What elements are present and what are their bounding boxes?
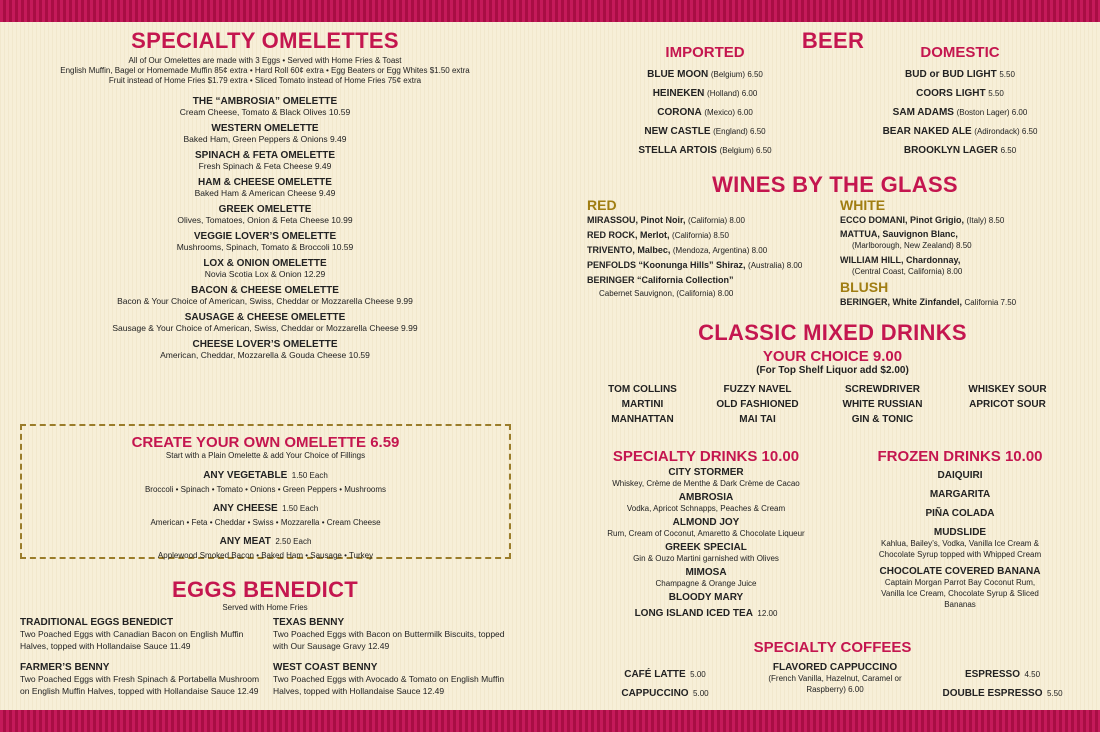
omelette-name: SAUSAGE & CHEESE OMELETTE	[184, 312, 346, 323]
mixed-drinks-choice: YOUR CHOICE 9.00	[762, 348, 903, 365]
beer-name: BROOKLYN LAGER	[903, 145, 998, 156]
beer-item	[605, 141, 805, 160]
beer-name: BUD or BUD LIGHT	[905, 69, 997, 80]
omelette-item	[20, 96, 510, 117]
coffee-info: 5.00	[690, 670, 706, 679]
beer-item	[855, 84, 1065, 103]
beer-item	[855, 141, 1065, 160]
wine-item	[840, 254, 1080, 266]
beer-item	[855, 122, 1065, 141]
filling-options: Broccoli • Spinach • Tomato • Onions • Green Peppers • Mushrooms	[144, 485, 387, 494]
bottom-border-stripe	[0, 710, 1100, 732]
omelette-desc: Fresh Spinach & Feta Cheese 9.49	[198, 161, 332, 171]
specialty-drink-name: ALMOND JOY	[672, 517, 740, 528]
frozen-drink-desc: Captain Morgan Parrot Bay Coconut Rum, Vanilla Ice Cream, Chocolate Syrup & Sliced Bananas	[881, 578, 1039, 609]
mixed-drink: SCREWDRIVER	[844, 384, 920, 395]
filling-options: American • Feta • Cheddar • Swiss • Mozzarella • Cream Cheese	[150, 518, 381, 527]
wine-item	[587, 243, 827, 258]
beer-name: COORS LIGHT	[916, 88, 986, 99]
omelette-item	[20, 177, 510, 198]
benedict-subtitle: Served with Home Fries	[222, 603, 308, 612]
create-omelette-title: CREATE YOUR OWN OMELETTE 6.59	[131, 434, 400, 451]
beer-info: 5.50	[999, 70, 1015, 79]
coffee-item	[935, 683, 1070, 702]
beer-info: (Adirondack) 6.50	[974, 127, 1038, 136]
benedict-name: FARMER’S BENNY	[20, 662, 110, 673]
coffees-title: SPECIALTY COFFEES	[753, 639, 912, 656]
beer-info: (Boston Lager) 6.00	[956, 108, 1028, 117]
omelette-name: VEGGIE LOVER’S OMELETTE	[193, 231, 337, 242]
wine-item	[587, 228, 827, 243]
filling-group-name: ANY VEGETABLE	[203, 470, 288, 481]
mixed-drink: TOM COLLINS	[608, 384, 677, 395]
omelettes-intro-line: Fruit instead of Home Fries $1.79 extra • Sliced Tomato instead of Home Fries 75¢ extra	[108, 76, 422, 85]
beer-name: STELLA ARTOIS	[638, 145, 717, 156]
specialty-drink-desc: Rum, Cream of Coconut, Amaretto & Chocolate Liqueur	[607, 529, 805, 538]
omelette-desc: Baked Ham, Green Peppers & Onions 9.49	[183, 134, 347, 144]
specialty-drink-item	[595, 492, 817, 514]
wine-info: California 7.50	[964, 298, 1017, 307]
coffee-item	[765, 662, 905, 695]
specialty-drink-item	[595, 542, 817, 564]
frozen-drink-name: MARGARITA	[929, 489, 991, 500]
mixed-drink: WHITE RUSSIAN	[842, 399, 923, 410]
omelette-desc: Olives, Tomatoes, Onion & Feta Cheese 10.99	[177, 215, 353, 225]
wine-name: ECCO DOMANI, Pinot Grigio,	[840, 215, 964, 225]
benedict-desc: Two Poached Eggs with Canadian Bacon on English Muffin Halves, topped with Hollandaise Sauce 11.49	[20, 629, 244, 651]
specialty-drink-name: GREEK SPECIAL	[665, 542, 747, 553]
filling-group-name: ANY CHEESE	[212, 503, 278, 514]
omelette-item	[20, 285, 510, 306]
frozen-drinks-section	[855, 448, 1065, 610]
specialty-drink-name: AMBROSIA	[678, 492, 734, 503]
wine-item	[840, 213, 1080, 228]
create-omelette-box	[20, 424, 511, 559]
beer-title: BEER	[801, 28, 865, 53]
mixed-drink: OLD FASHIONED	[716, 399, 799, 410]
specialty-drink-desc: Gin & Ouzo Martini garnished with Olives	[633, 554, 779, 563]
benedict-item	[273, 617, 513, 652]
filling-group-name: ANY MEAT	[219, 536, 271, 547]
coffee-item	[935, 664, 1070, 683]
filling-group-price: 1.50 Each	[291, 471, 328, 480]
specialty-drink-item	[595, 467, 817, 489]
coffee-name: FLAVORED CAPPUCCINO	[772, 662, 898, 673]
omelette-desc: Sausage & Your Choice of American, Swiss, Cheddar or Mozzarella Cheese 9.99	[112, 323, 418, 333]
omelette-name: SPINACH & FETA OMELETTE	[195, 150, 335, 161]
omelette-item	[20, 204, 510, 225]
wine-name: TRIVENTO, Malbec,	[587, 245, 671, 255]
wines-white-title: WHITE	[840, 197, 886, 213]
omelette-desc: Baked Ham & American Cheese 9.49	[194, 188, 336, 198]
beer-info: (Belgium) 6.50	[719, 146, 772, 155]
create-omelette-subtitle: Start with a Plain Omelette & add Your Choice of Fillings	[165, 451, 366, 460]
wine-info: (Italy) 8.50	[966, 216, 1005, 225]
specialty-drinks-section	[595, 448, 817, 619]
mixed-drink: APRICOT SOUR	[969, 399, 1046, 410]
wines-red-column	[587, 198, 827, 299]
frozen-drink-name: DAIQUIRI	[937, 470, 983, 481]
coffee-item	[600, 683, 730, 702]
wine-info: (Australia) 8.00	[748, 261, 803, 270]
specialty-drink-name: LONG ISLAND ICED TEA	[634, 608, 753, 619]
omelettes-intro	[20, 56, 510, 86]
omelette-desc: American, Cheddar, Mozzarella & Gouda Cheese 10.59	[160, 350, 370, 360]
wines-blush-title: BLUSH	[840, 279, 889, 295]
coffee-name: DOUBLE ESPRESSO	[942, 688, 1043, 699]
omelette-name: THE “AMBROSIA” OMELETTE	[192, 96, 338, 107]
wine-info: (Mendoza, Argentina) 8.00	[672, 246, 768, 255]
wine-info: (Central Coast, California) 8.00	[852, 267, 963, 276]
omelettes-title: SPECIALTY OMELETTES	[131, 28, 399, 53]
specialty-drink-desc: Vodka, Apricot Schnapps, Peaches & Cream	[626, 504, 786, 513]
beer-item	[855, 65, 1065, 84]
omelette-name: CHEESE LOVER’S OMELETTE	[192, 339, 338, 350]
mixed-drink: MAI TAI	[739, 414, 776, 425]
omelettes-list	[20, 96, 510, 360]
filling-group	[22, 465, 509, 494]
benedict-desc: Two Poached Eggs with Fresh Spinach & Portabella Mushroom on English Muffin Halves, topped with Hollandaise Sauce 12.49	[20, 674, 260, 696]
beer-item	[855, 103, 1065, 122]
wine-info: (California) 8.00	[688, 216, 745, 225]
benedict-header	[20, 577, 510, 612]
specialty-drink-name: CITY STORMER	[668, 467, 744, 478]
specialty-drink-item	[595, 567, 817, 589]
wine-name: BERINGER “California Collection”	[587, 275, 734, 285]
wine-name: PENFOLDS “Koonunga Hills” Shiraz,	[587, 260, 746, 270]
beer-name: CORONA	[657, 107, 702, 118]
coffee-item	[600, 664, 730, 683]
wines-red-title: RED	[587, 197, 617, 213]
omelette-name: BACON & CHEESE OMELETTE	[191, 285, 339, 296]
omelette-name: LOX & ONION OMELETTE	[203, 258, 327, 269]
coffee-info: 4.50	[1024, 670, 1041, 679]
wine-item	[587, 213, 827, 228]
benedict-desc: Two Poached Eggs with Bacon on Buttermilk Biscuits, topped with Our Sausage Gravy 12.49	[273, 629, 505, 651]
beer-info: (England) 6.50	[713, 127, 766, 136]
wine-item	[587, 273, 827, 288]
benedict-desc: Two Poached Eggs with Avocado & Tomato on English Muffin Halves, topped with Hollandaise Sauce 12.49	[273, 674, 505, 696]
specialty-drink-name: MIMOSA	[685, 567, 727, 578]
beer-item	[605, 122, 805, 141]
omelette-item	[20, 339, 510, 360]
omelette-name: WESTERN OMELETTE	[211, 123, 319, 134]
beer-domestic-title: DOMESTIC	[920, 44, 1000, 61]
benedict-item	[273, 662, 513, 697]
benedict-item	[20, 617, 265, 652]
frozen-drink-name: MUDSLIDE	[933, 527, 987, 538]
beer-info: (Mexico) 6.00	[704, 108, 753, 117]
beer-domestic-column	[855, 44, 1065, 160]
wine-info: Cabernet Sauvignon, (California) 8.00	[599, 289, 734, 298]
wine-name: WILLIAM HILL, Chardonnay,	[840, 255, 961, 265]
wine-name: MIRASSOU, Pinot Noir,	[587, 215, 686, 225]
benedict-name: TEXAS BENNY	[273, 617, 345, 628]
frozen-drink-desc: Kahlua, Bailey’s, Vodka, Vanilla Ice Cream & Chocolate Syrup topped with Whipped Cream	[878, 539, 1042, 559]
omelette-item	[20, 231, 510, 252]
benedict-name: WEST COAST BENNY	[273, 662, 378, 673]
beer-info: (Belgium) 6.50	[710, 70, 763, 79]
mixed-drink: MARTINI	[621, 399, 664, 410]
omelette-desc: Novia Scotia Lox & Onion 12.29	[204, 269, 326, 279]
coffee-name: CAPPUCCINO	[621, 688, 689, 699]
omelette-item	[20, 150, 510, 171]
specialty-drink-desc: Whiskey, Crème de Menthe & Dark Crème de Cacao	[612, 479, 800, 488]
wine-item	[840, 295, 1080, 310]
mixed-drink: WHISKEY SOUR	[968, 384, 1047, 395]
omelette-name: GREEK OMELETTE	[218, 204, 312, 215]
mixed-drink: MANHATTAN	[611, 414, 674, 425]
wine-info: (California) 8.50	[672, 231, 729, 240]
wine-item	[587, 258, 827, 273]
wine-name: BERINGER, White Zinfandel,	[840, 297, 963, 307]
specialty-drink-item	[595, 592, 817, 603]
omelettes-intro-line: All of Our Omelettes are made with 3 Eggs • Served with Home Fries & Toast	[128, 56, 402, 65]
omelette-name: HAM & CHEESE OMELETTE	[198, 177, 332, 188]
beer-item	[605, 84, 805, 103]
wine-name: MATTUA, Sauvignon Blanc,	[840, 229, 958, 239]
beer-name: NEW CASTLE	[644, 126, 711, 137]
omelette-item	[20, 258, 510, 279]
mixed-drinks-title: CLASSIC MIXED DRINKS	[698, 320, 967, 345]
mixed-drink: FUZZY NAVEL	[723, 384, 792, 395]
mixed-drinks-header	[680, 320, 985, 376]
coffee-column	[935, 664, 1070, 702]
omelette-desc: Mushrooms, Spinach, Tomato & Broccoli 10.59	[176, 242, 354, 252]
beer-name: SAM ADAMS	[892, 107, 954, 118]
coffee-info: 5.50	[1046, 689, 1063, 698]
beer-name: HEINEKEN	[652, 88, 705, 99]
filling-group	[22, 531, 509, 560]
omelette-item	[20, 123, 510, 144]
frozen-drinks-title: FROZEN DRINKS 10.00	[877, 448, 1043, 465]
beer-name: BLUE MOON	[647, 69, 709, 80]
beer-imported-title: IMPORTED	[665, 44, 745, 61]
benedict-name: TRADITIONAL EGGS BENEDICT	[20, 617, 174, 628]
omelette-desc: Bacon & Your Choice of American, Swiss, Cheddar or Mozzarella Cheese 9.99	[117, 296, 413, 306]
coffee-info: (French Vanilla, Hazelnut, Caramel or Raspberry) 6.00	[768, 674, 902, 694]
wine-item	[840, 228, 1080, 240]
beer-item	[605, 103, 805, 122]
specialty-drink-desc: Champagne & Orange Juice	[655, 579, 757, 588]
frozen-drink-name: CHOCOLATE COVERED BANANA	[879, 566, 1041, 577]
omelettes-intro-line: English Muffin, Bagel or Homemade Muffin 85¢ extra • Hard Roll 60¢ extra • Egg Beaters or Egg Whites $1.50 extra	[60, 66, 470, 75]
coffee-name: CAFÉ LATTE	[624, 669, 686, 680]
specialty-drink-item	[595, 606, 817, 619]
top-border-stripe	[0, 0, 1100, 22]
omelette-item	[20, 312, 510, 333]
benedict-title: EGGS BENEDICT	[171, 577, 359, 602]
beer-info: 6.50	[1000, 146, 1017, 155]
coffee-name: ESPRESSO	[964, 669, 1020, 680]
wines-title: WINES BY THE GLASS	[712, 172, 958, 197]
specialty-drinks-title: SPECIALTY DRINKS 10.00	[612, 448, 800, 465]
wine-info: (Marlborough, New Zealand) 8.50	[852, 241, 972, 250]
wine-name: RED ROCK, Merlot,	[587, 230, 670, 240]
mixed-drinks-grid	[590, 384, 1080, 425]
beer-info: (Holland) 6.00	[707, 89, 758, 98]
coffee-info: 5.00	[693, 689, 709, 698]
specialty-drink-desc: 12.00	[757, 609, 778, 618]
beer-name: BEAR NAKED ALE	[882, 126, 972, 137]
wines-white-column	[840, 198, 1080, 310]
filling-options: Applewood Smoked Bacon • Baked Ham • Sausage • Turkey	[157, 551, 374, 560]
benedict-item	[20, 662, 265, 697]
beer-imported-column	[605, 44, 805, 160]
beer-info: 5.50	[988, 89, 1004, 98]
mixed-drink: GIN & TONIC	[851, 414, 914, 425]
filling-group-price: 1.50 Each	[282, 504, 319, 513]
specialty-drink-name: BLOODY MARY	[668, 592, 744, 603]
filling-group	[22, 498, 509, 527]
frozen-drink-name: PIÑA COLADA	[925, 508, 995, 519]
coffee-column	[600, 664, 730, 702]
omelettes-section	[20, 28, 510, 366]
beer-item	[605, 65, 805, 84]
specialty-drink-item	[595, 517, 817, 539]
mixed-drinks-note: (For Top Shelf Liquor add $2.00)	[756, 365, 909, 376]
filling-group-price: 2.50 Each	[275, 537, 312, 546]
omelette-desc: Cream Cheese, Tomato & Black Olives 10.59	[179, 107, 351, 117]
